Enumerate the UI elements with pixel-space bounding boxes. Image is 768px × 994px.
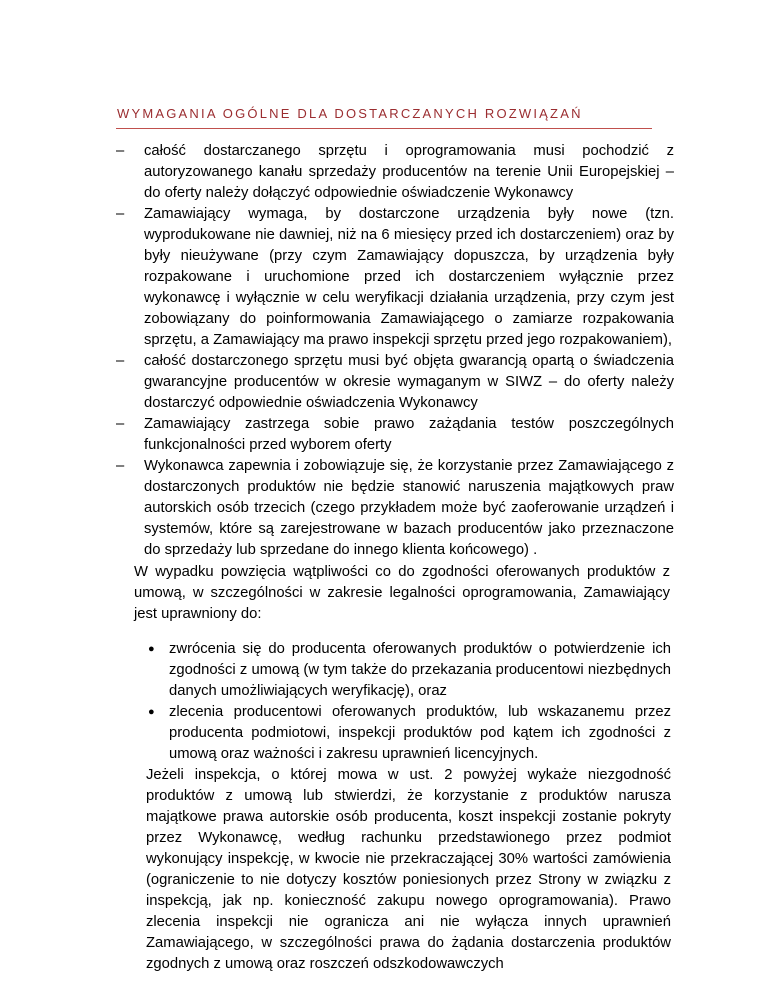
rights-text: zwrócenia się do producenta oferowanych produktów o potwierdzenie ich zgodności z umową (w tym także do przekazania producentowi niezbędnych danych umożliwiających weryfikację), oraz — [169, 641, 671, 699]
bullet-marker: ● — [148, 643, 155, 655]
rights-item — [113, 639, 671, 702]
heading-rule — [116, 128, 652, 129]
requirement-item — [113, 414, 674, 456]
section-body — [113, 141, 677, 975]
dash-marker: – — [116, 353, 125, 369]
intro-paragraph: W wypadku powzięcia wątpliwości co do zgodności oferowanych produktów z umową, w szczególności w zakresie legalności oprogramowania, Zamawiający jest uprawniony do: — [134, 564, 670, 622]
dash-marker: – — [116, 206, 125, 222]
requirement-item — [113, 141, 674, 204]
bullet-marker: ● — [148, 706, 155, 718]
requirement-item — [113, 456, 674, 561]
rights-item — [113, 702, 671, 765]
requirement-text: całość dostarczonego sprzętu musi być objęta gwarancją opartą o świadczenia gwarancyjne producentów w okresie wymaganym w SIWZ – do oferty należy dostarczyć odpowiednie oświadczenia Wykonawcy — [144, 353, 674, 411]
closing-paragraph: Jeżeli inspekcja, o której mowa w ust. 2 powyżej wykaże niezgodność produktów z umową lub stwierdzi, że korzystanie z produktów narusza majątkowe prawa autorskie osób producenta, koszt inspekcji zostanie pokryty przez Wykonawcę, według rachunku przedstawionego przez podmiot wykonujący inspekcję, w kwocie nie przekraczającej 30% wartości zamówienia (ograniczenie to nie dotyczy kosztów poniesionych przez Strony w związku z inspekcją, jak np. konieczność zakupu nowego oprogramowania). Prawo zlecenia inspekcji nie ogranicza ani nie wyłącza innych uprawnień Zamawiającego, w szczególności prawa do żądania dostarczenia produktów zgodnych z umową oraz roszczeń odszkodowawczych — [146, 767, 671, 972]
requirement-item — [113, 204, 674, 351]
requirement-item — [113, 351, 674, 414]
requirement-text: Wykonawca zapewnia i zobowiązuje się, że korzystanie przez Zamawiającego z dostarczonych produktów nie będzie stanowić naruszenia majątkowych praw autorskich osób trzecich (czego przykładem może być zaoferowanie urządzeń i systemów, które są zarejestrowane w bazach producentów jako przeznaczone do sprzedaży lub sprzedane do innego klienta końcowego) . — [144, 458, 674, 558]
dash-marker: – — [116, 416, 125, 432]
requirements-list — [113, 141, 677, 561]
requirement-text: Zamawiający zastrzega sobie prawo zażądania testów poszczególnych funkcjonalności przed wyborem oferty — [144, 416, 674, 453]
rights-text: zlecenia producentowi oferowanych produktów, lub wskazanemu przez producenta podmiotowi, inspekcji produktów pod kątem ich zgodności z umową oraz ważności i zakresu uprawnień licencyjnych. — [169, 704, 671, 762]
requirement-text: Zamawiający wymaga, by dostarczone urządzenia były nowe (tzn. wyprodukowane nie dawniej, niż na 6 miesięcy przed ich dostarczeniem) oraz by były nieużywane (przy czym Zamawiający dopuszcza, by urządzenia były rozpakowane i uruchomione przed ich dostarczeniem wyłącznie przez wykonawcę i wyłącznie w celu weryfikacji działania urządzenia, przy czym jest zobowiązany do poinformowania Zamawiającego o zamiarze rozpakowania sprzętu, a Zamawiający ma prawo inspekcji sprzętu przed jego rozpakowaniem), — [144, 206, 674, 348]
section-heading: WYMAGANIA OGÓLNE DLA DOSTARCZANYCH ROZWIĄZAŃ — [117, 106, 583, 121]
rights-list — [113, 639, 671, 765]
requirement-text: całość dostarczanego sprzętu i oprogramowania musi pochodzić z autoryzowanego kanału sprzedaży producentów na terenie Unii Europejskiej – do oferty należy dołączyć odpowiednie oświadczenie Wykonawcy — [144, 143, 674, 201]
dash-marker: – — [116, 143, 125, 159]
dash-marker: – — [116, 458, 125, 474]
